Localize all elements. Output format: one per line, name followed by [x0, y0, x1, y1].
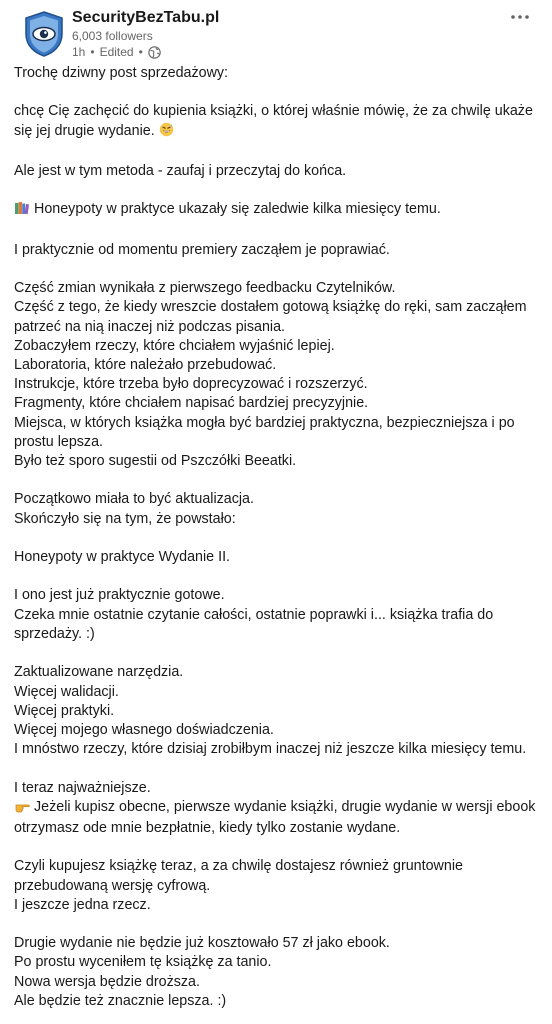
globe-icon	[148, 46, 161, 59]
meta-separator: •	[138, 45, 143, 59]
post-line: Więcej mojego własnego doświadczenia.	[14, 721, 274, 738]
more-options-icon[interactable]	[506, 8, 534, 26]
post-line: Instrukcje, które trzeba było doprecyzować i rozszerzyć.	[14, 376, 368, 393]
post-line	[14, 798, 542, 838]
post-line: Ale będzie też znacznie lepsza. :)	[14, 992, 227, 1009]
post-line: I mnóstwo rzeczy, które dzisiaj zrobiłbym inaczej niż jeszcze kilka miesięcy temu.	[14, 741, 527, 758]
post-line: Drugie wydanie nie będzie już kosztowało 57 zł jako ebook.	[14, 935, 390, 952]
post-line	[14, 200, 542, 221]
post-line: Skończyło się na tym, że powstało:	[14, 510, 236, 527]
post-line: I jeszcze jedna rzecz.	[14, 896, 151, 913]
post-line: Więcej walidacji.	[14, 683, 119, 700]
post-line: I ono jest już praktycznie gotowe.	[14, 587, 225, 604]
post-header	[14, 6, 538, 60]
post-line: Honeypoty w praktyce Wydanie II.	[14, 549, 231, 566]
post-line: Ale jest w tym metoda - zaufaj i przeczytaj do końca.	[14, 163, 347, 180]
post-line: Część zmian wynikała z pierwszego feedbacku Czytelników.	[14, 280, 396, 297]
post-line: Więcej praktyki.	[14, 702, 115, 719]
pointing-hand-emoji-icon	[14, 799, 30, 819]
post-line: I teraz najważniejsze.	[14, 779, 151, 796]
post-line: Trochę dziwny post sprzedażowy:	[14, 65, 229, 81]
post-line: Nowa wersja będzie droższa.	[14, 973, 200, 990]
post-line: Zobaczyłem rzeczy, które chciałem wyjaśnić lepiej.	[14, 337, 335, 354]
author-block	[72, 8, 219, 60]
post-line: Laboratoria, które należało przebudować.	[14, 357, 277, 374]
author-name[interactable]: SecurityBezTabu.pl	[72, 9, 220, 26]
edited-label: Edited	[99, 45, 134, 59]
shield-eye-logo-icon	[22, 10, 66, 58]
post-line: Zaktualizowane narzędzia.	[14, 664, 184, 681]
post-line-text: Honeypoty w praktyce ukazały się zaledwie kilka miesięcy temu.	[34, 201, 441, 218]
post-line: Było też sporo sugestii od Pszczółki Beeatki.	[14, 453, 297, 470]
follower-count: 6,003 followers	[72, 29, 153, 43]
meta-separator: •	[90, 45, 95, 59]
post-body	[14, 64, 542, 1011]
company-logo-avatar[interactable]	[22, 10, 66, 58]
books-emoji-icon	[14, 201, 30, 221]
post-line: Czeka mnie ostatnie czytanie całości, ostatnie poprawki i... książka trafia do sprzedaży. :)	[14, 606, 498, 642]
post-meta	[72, 44, 219, 60]
post-line: Miejsca, w których książka mogła być bardziej praktyczna, bezpieczniejsza i po prostu lepsza.	[14, 414, 519, 450]
post-line: Część z tego, że kiedy wreszcie dostałem gotową książkę do ręki, sam zacząłem patrzeć na nią inaczej niż podczas pisania.	[14, 299, 531, 335]
sweat-grin-emoji-icon	[159, 122, 174, 143]
post-line: Fragmenty, które chciałem napisać bardziej precyzyjnie.	[14, 395, 369, 412]
post-line-text: chcę Cię zachęcić do kupienia książki, o której właśnie mówię, że za chwilę ukaże się jej drugie wydanie.	[14, 103, 537, 139]
post-line: I praktycznie od momentu premiery zacząłem je poprawiać.	[14, 241, 390, 258]
post-line: Po prostu wyceniłem tę książkę za tanio.	[14, 954, 272, 971]
post-time: 1h	[72, 45, 86, 59]
post-line-text: Jeżeli kupisz obecne, pierwsze wydanie książki, drugie wydanie w wersji ebook otrzymasz ode mnie bezpłatnie, kiedy tylko zostanie wydane.	[14, 798, 540, 836]
post-line	[14, 102, 542, 142]
post-line: Początkowo miała to być aktualizacja.	[14, 491, 254, 508]
post-line: Czyli kupujesz książkę teraz, a za chwilę dostajesz również gruntownie przebudowaną wersję cyfrową.	[14, 858, 467, 894]
